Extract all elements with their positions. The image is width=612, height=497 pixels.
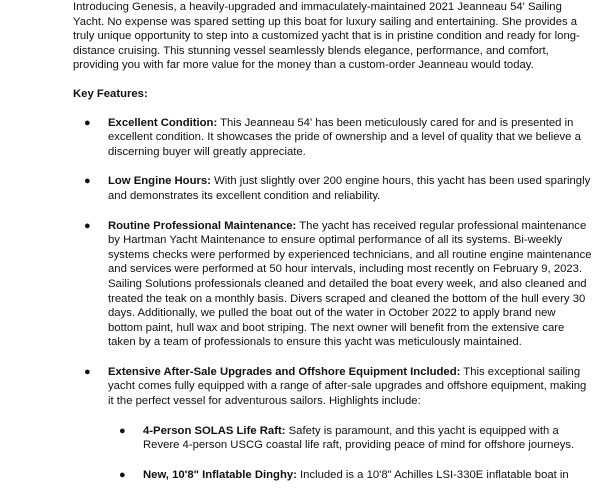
feature-title: Extensive After-Sale Upgrades and Offshore Equipment Included: — [108, 365, 461, 378]
list-item — [73, 174, 593, 203]
bullet-icon: ● — [84, 116, 91, 129]
feature-text: The yacht has received regular professional maintenance by Hartman Yacht Maintenance to ensure optimal performance of all its systems. Bi-weekly systems checks were performed by experienced technicians, and all routine engine maintenance and services were performed at 50 hour intervals, including most recently on February 9, 2023. Sailing Solutions professionals cleaned and detailed the boat every week, and also cleaned and treated the teak on a monthly basis. Divers scraped and cleaned the bottom of the hull every 30 days. Additionally, we pulled the boat out of the water in October 2022 to apply brand new bottom paint, hull wax and boot striping. The next owner will benefit from the extensive care taken by a team of professionals to ensure this yacht was meticulously maintained. — [108, 219, 592, 349]
highlight-text: Safety is paramount, and this yacht is equipped with a Revere 4-person USCG coastal life raft, providing peace of mind for offshore journeys. — [143, 424, 575, 452]
bullet-icon: ● — [119, 468, 126, 481]
feature-title: Low Engine Hours: — [108, 175, 211, 188]
feature-text: This Jeanneau 54' has been meticulously cared for and is presented in excellent condition. It showcases the pride of ownership and a level of quality that we believe a discerning buyer will greatly appreciate. — [108, 116, 581, 158]
list-item — [108, 424, 593, 453]
highlight-title: New, 10'8" Inflatable Dinghy: — [143, 468, 297, 481]
bullet-icon: ● — [84, 365, 91, 378]
key-features-list — [73, 116, 593, 483]
intro-paragraph: Introducing Genesis, a heavily-upgraded and immaculately-maintained 2021 Jeanneau 54' Sailing Yacht. No expense was spared setting up this boat for luxury sailing and entertaining. She provides a truly unique opportunity to step into a customized yacht that is in pristine condition and ready for long-distance cruising. This stunning vessel seamlessly blends elegance, performance, and comfort, providing you with far more value for the money than a custom-order Jeanneau would today. — [73, 1, 580, 72]
feature-title: Routine Professional Maintenance: — [108, 219, 297, 232]
bullet-icon: ● — [119, 424, 126, 437]
list-item — [73, 219, 593, 350]
list-item — [73, 116, 593, 160]
document-page — [73, 0, 593, 497]
highlight-title: 4-Person SOLAS Life Raft: — [143, 424, 286, 437]
feature-text: This exceptional sailing yacht comes fully equipped with a range of after-sale upgrades and offshore equipment, making it the perfect vessel for adventurous sailors. Highlights include: — [108, 365, 587, 408]
list-item — [73, 365, 593, 483]
feature-title: Excellent Condition: — [108, 116, 218, 129]
feature-text: With just slightly over 200 engine hours, this yacht has been used sparingly and demonstrates its excellent condition and reliability. — [108, 175, 591, 202]
highlight-text: Included is a 10'8" Achilles LSI-330E inflatable boat in — [296, 468, 569, 481]
key-features-heading: Key Features: — [73, 87, 148, 100]
bullet-icon: ● — [84, 219, 91, 232]
list-item — [108, 468, 593, 483]
bullet-icon: ● — [84, 175, 91, 188]
highlights-list — [108, 424, 593, 483]
